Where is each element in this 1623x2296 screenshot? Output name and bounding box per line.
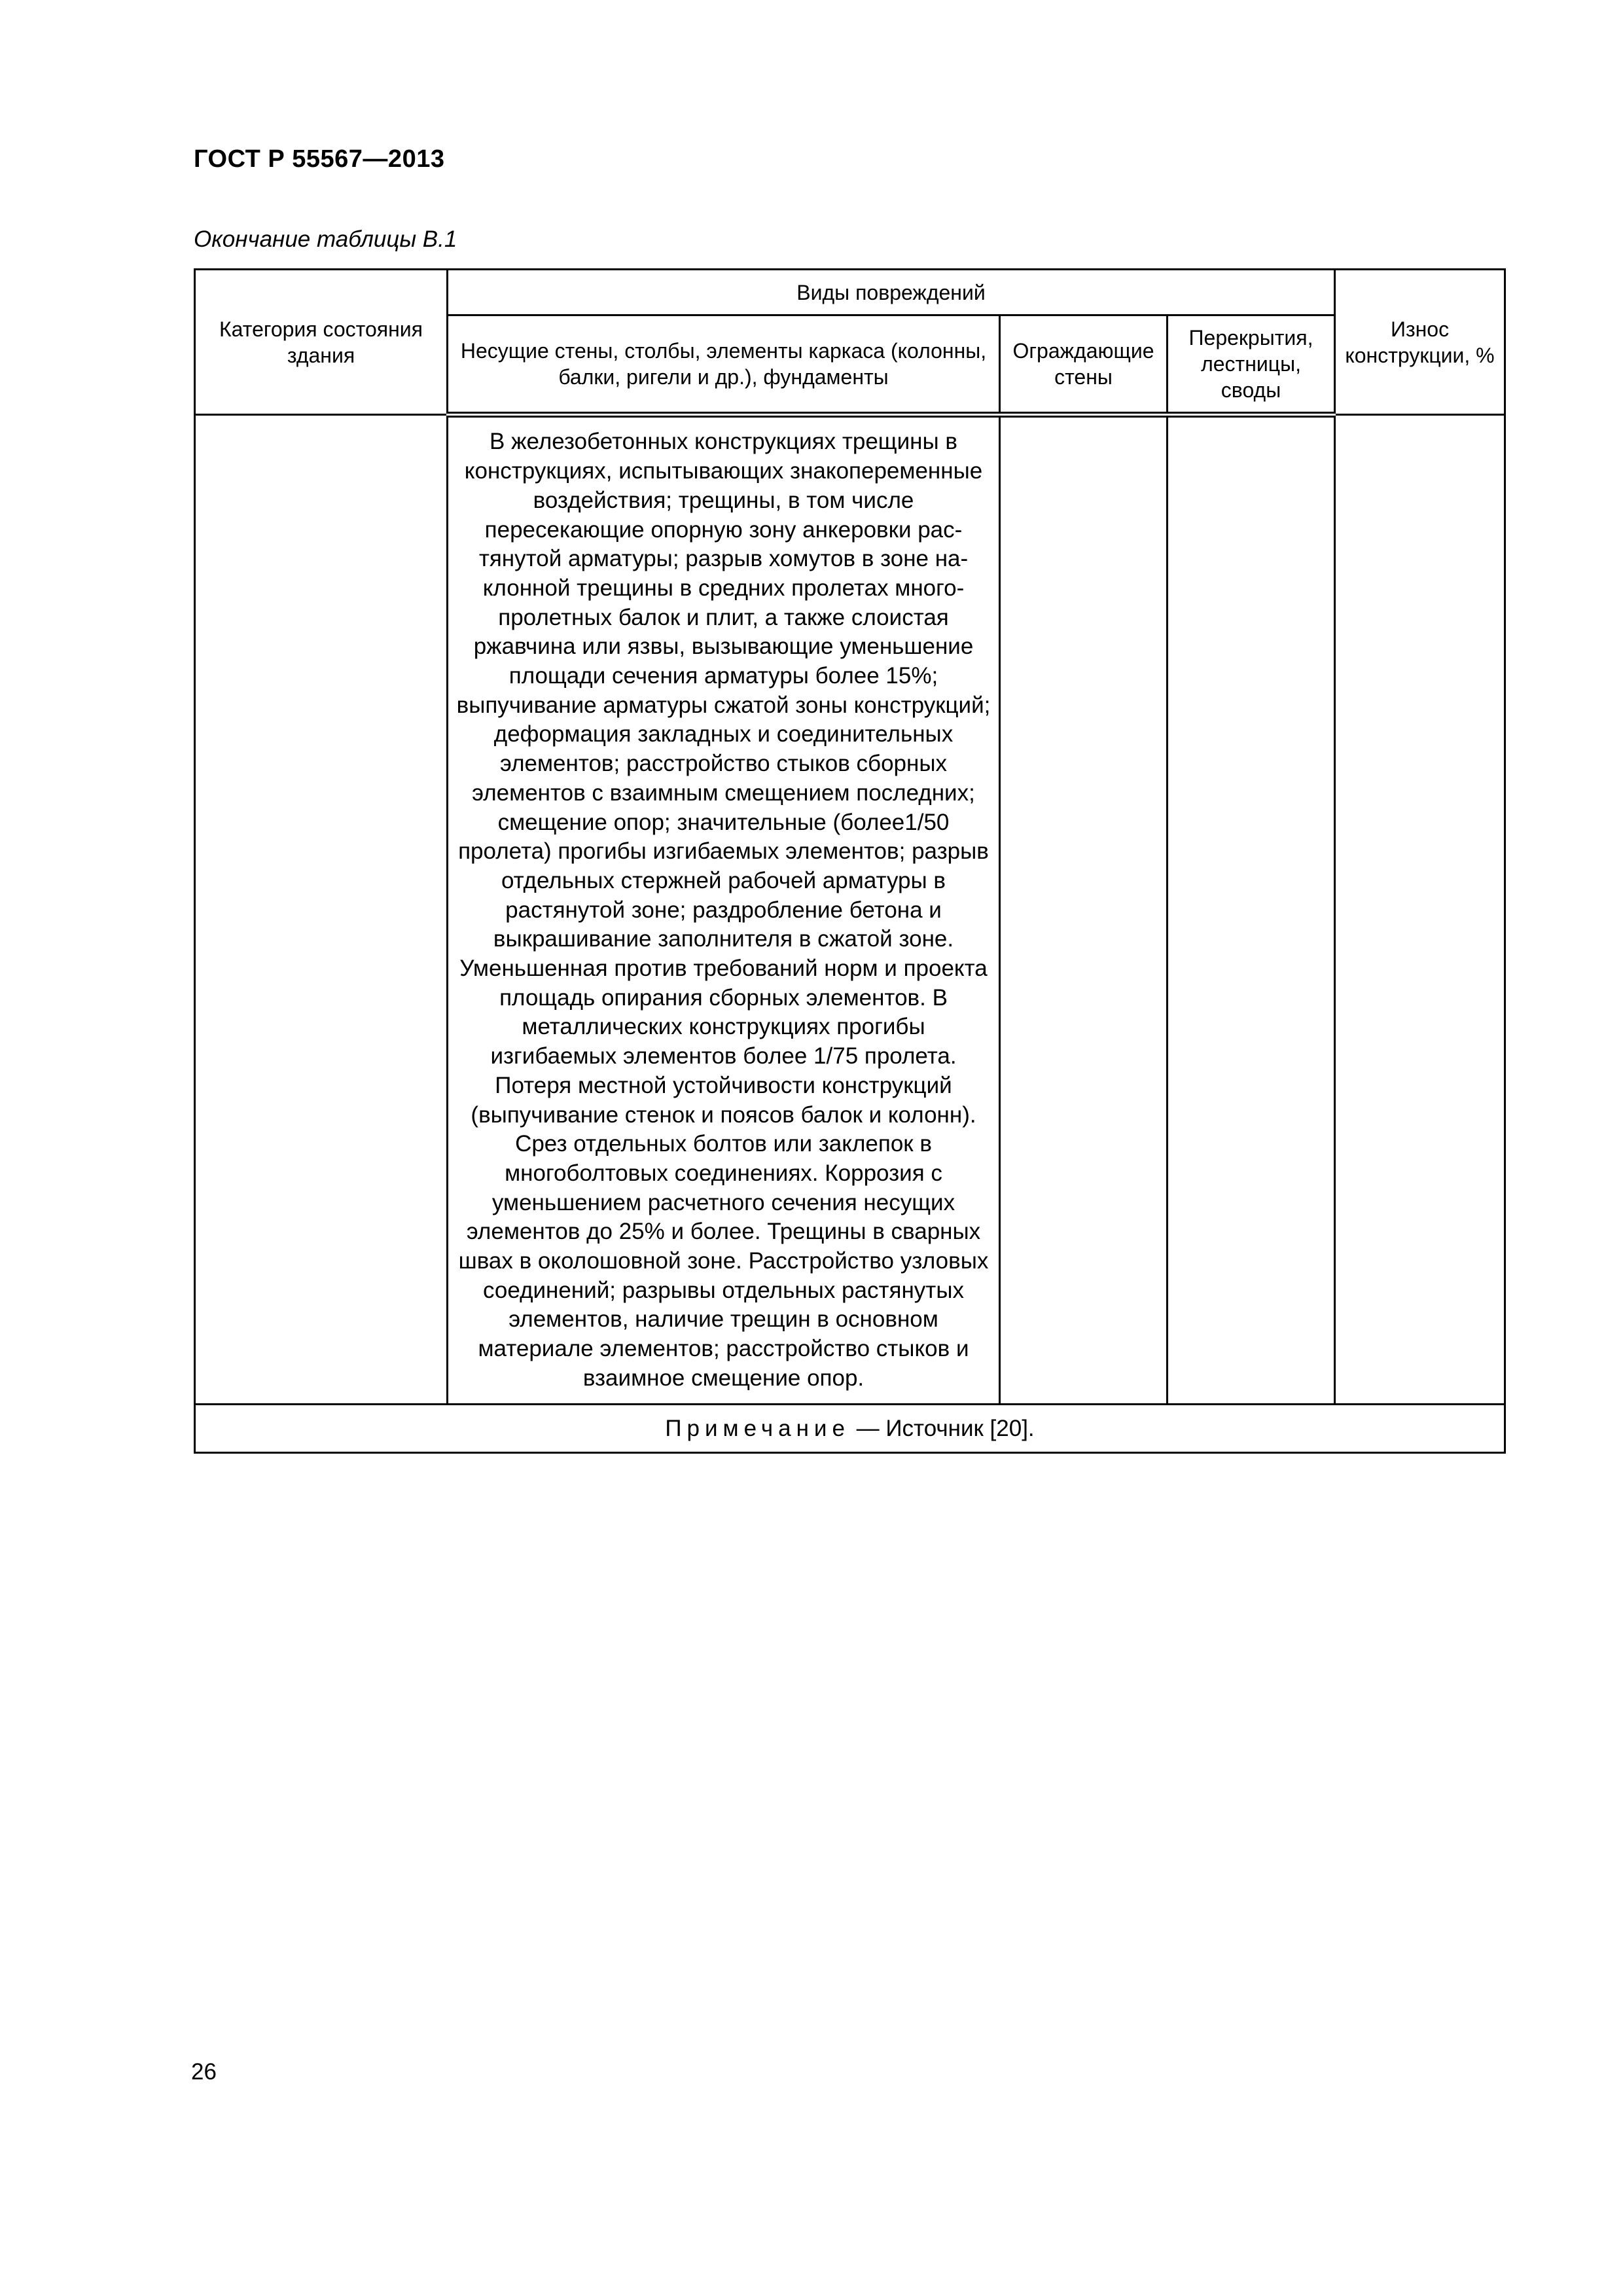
page-number: 26 [191,2059,217,2085]
cell-wear [1335,415,1505,1405]
header-category: Категория состояния здания [195,270,448,415]
document-code: ГОСТ Р 55567—2013 [194,145,445,173]
note-row [195,1405,1505,1453]
note-text: — Источник [20]. [849,1415,1035,1441]
header-damage-types: Виды повреждений [448,270,1335,315]
header-floors: Перекрытия, лестницы, своды [1168,315,1335,415]
cell-bearing-walls: В железобетонных конструкциях трещины в конструкциях, испытывающих знакопеременные воздействия; трещины, в том числе пересекающие опорную зону анкеровки растянутой арматуры; разрыв хомутов в зоне наклонной трещины в средних пролетах многопролетных балок и плит, а также слоистая ржавчина или язвы, вызывающие уменьшение площади сечения арматуры более 15%; выпучивание арматуры сжатой зоны конструкций; деформация закладных и соединительных элементов; расстройство стыков сборных элементов с взаимным смещением последних; смещение опор; значительные (более1/50 пролета) прогибы изгибаемых элементов; разрыв отдельных стержней рабочей арматуры в растянутой зоне; раздробление бетона и выкрашивание заполнителя в сжатой зоне. Уменьшенная против требований норм и проекта площадь опирания сборных элементов. В металлических конструкциях прогибы изгибаемых элементов более 1/75 пролета. Потеря местной устойчивости конструкций (выпучивание стенок и поясов балок и колонн). Срез отдельных болтов или заклепок в многоболтовых соединениях. Коррозия с уменьшением расчетного сечения несущих элементов до 25% и более. Трещины в сварных швах в околошовной зоне. Расстройство узловых соединений; разрывы отдельных растянутых элементов, наличие трещин в основном материале элементов; расстройство стыков и взаимное смещение опор. [448,415,1000,1405]
header-enclosing-walls: Ограждающие стены [1000,315,1168,415]
table-caption: Окончание таблицы В.1 [194,226,457,252]
note-label: Примечание [665,1415,850,1441]
table-row [195,415,1505,1405]
cell-enclosing-walls [1000,415,1168,1405]
header-wear: Износ конструкции, % [1335,270,1505,415]
header-bearing-walls: Несущие стены, столбы, элементы каркаса (колонны, балки, ригели и др.), фундаменты [448,315,1000,415]
cell-category [195,415,448,1405]
table-note [195,1405,1505,1453]
cell-floors [1168,415,1335,1405]
damage-table [194,268,1506,1454]
